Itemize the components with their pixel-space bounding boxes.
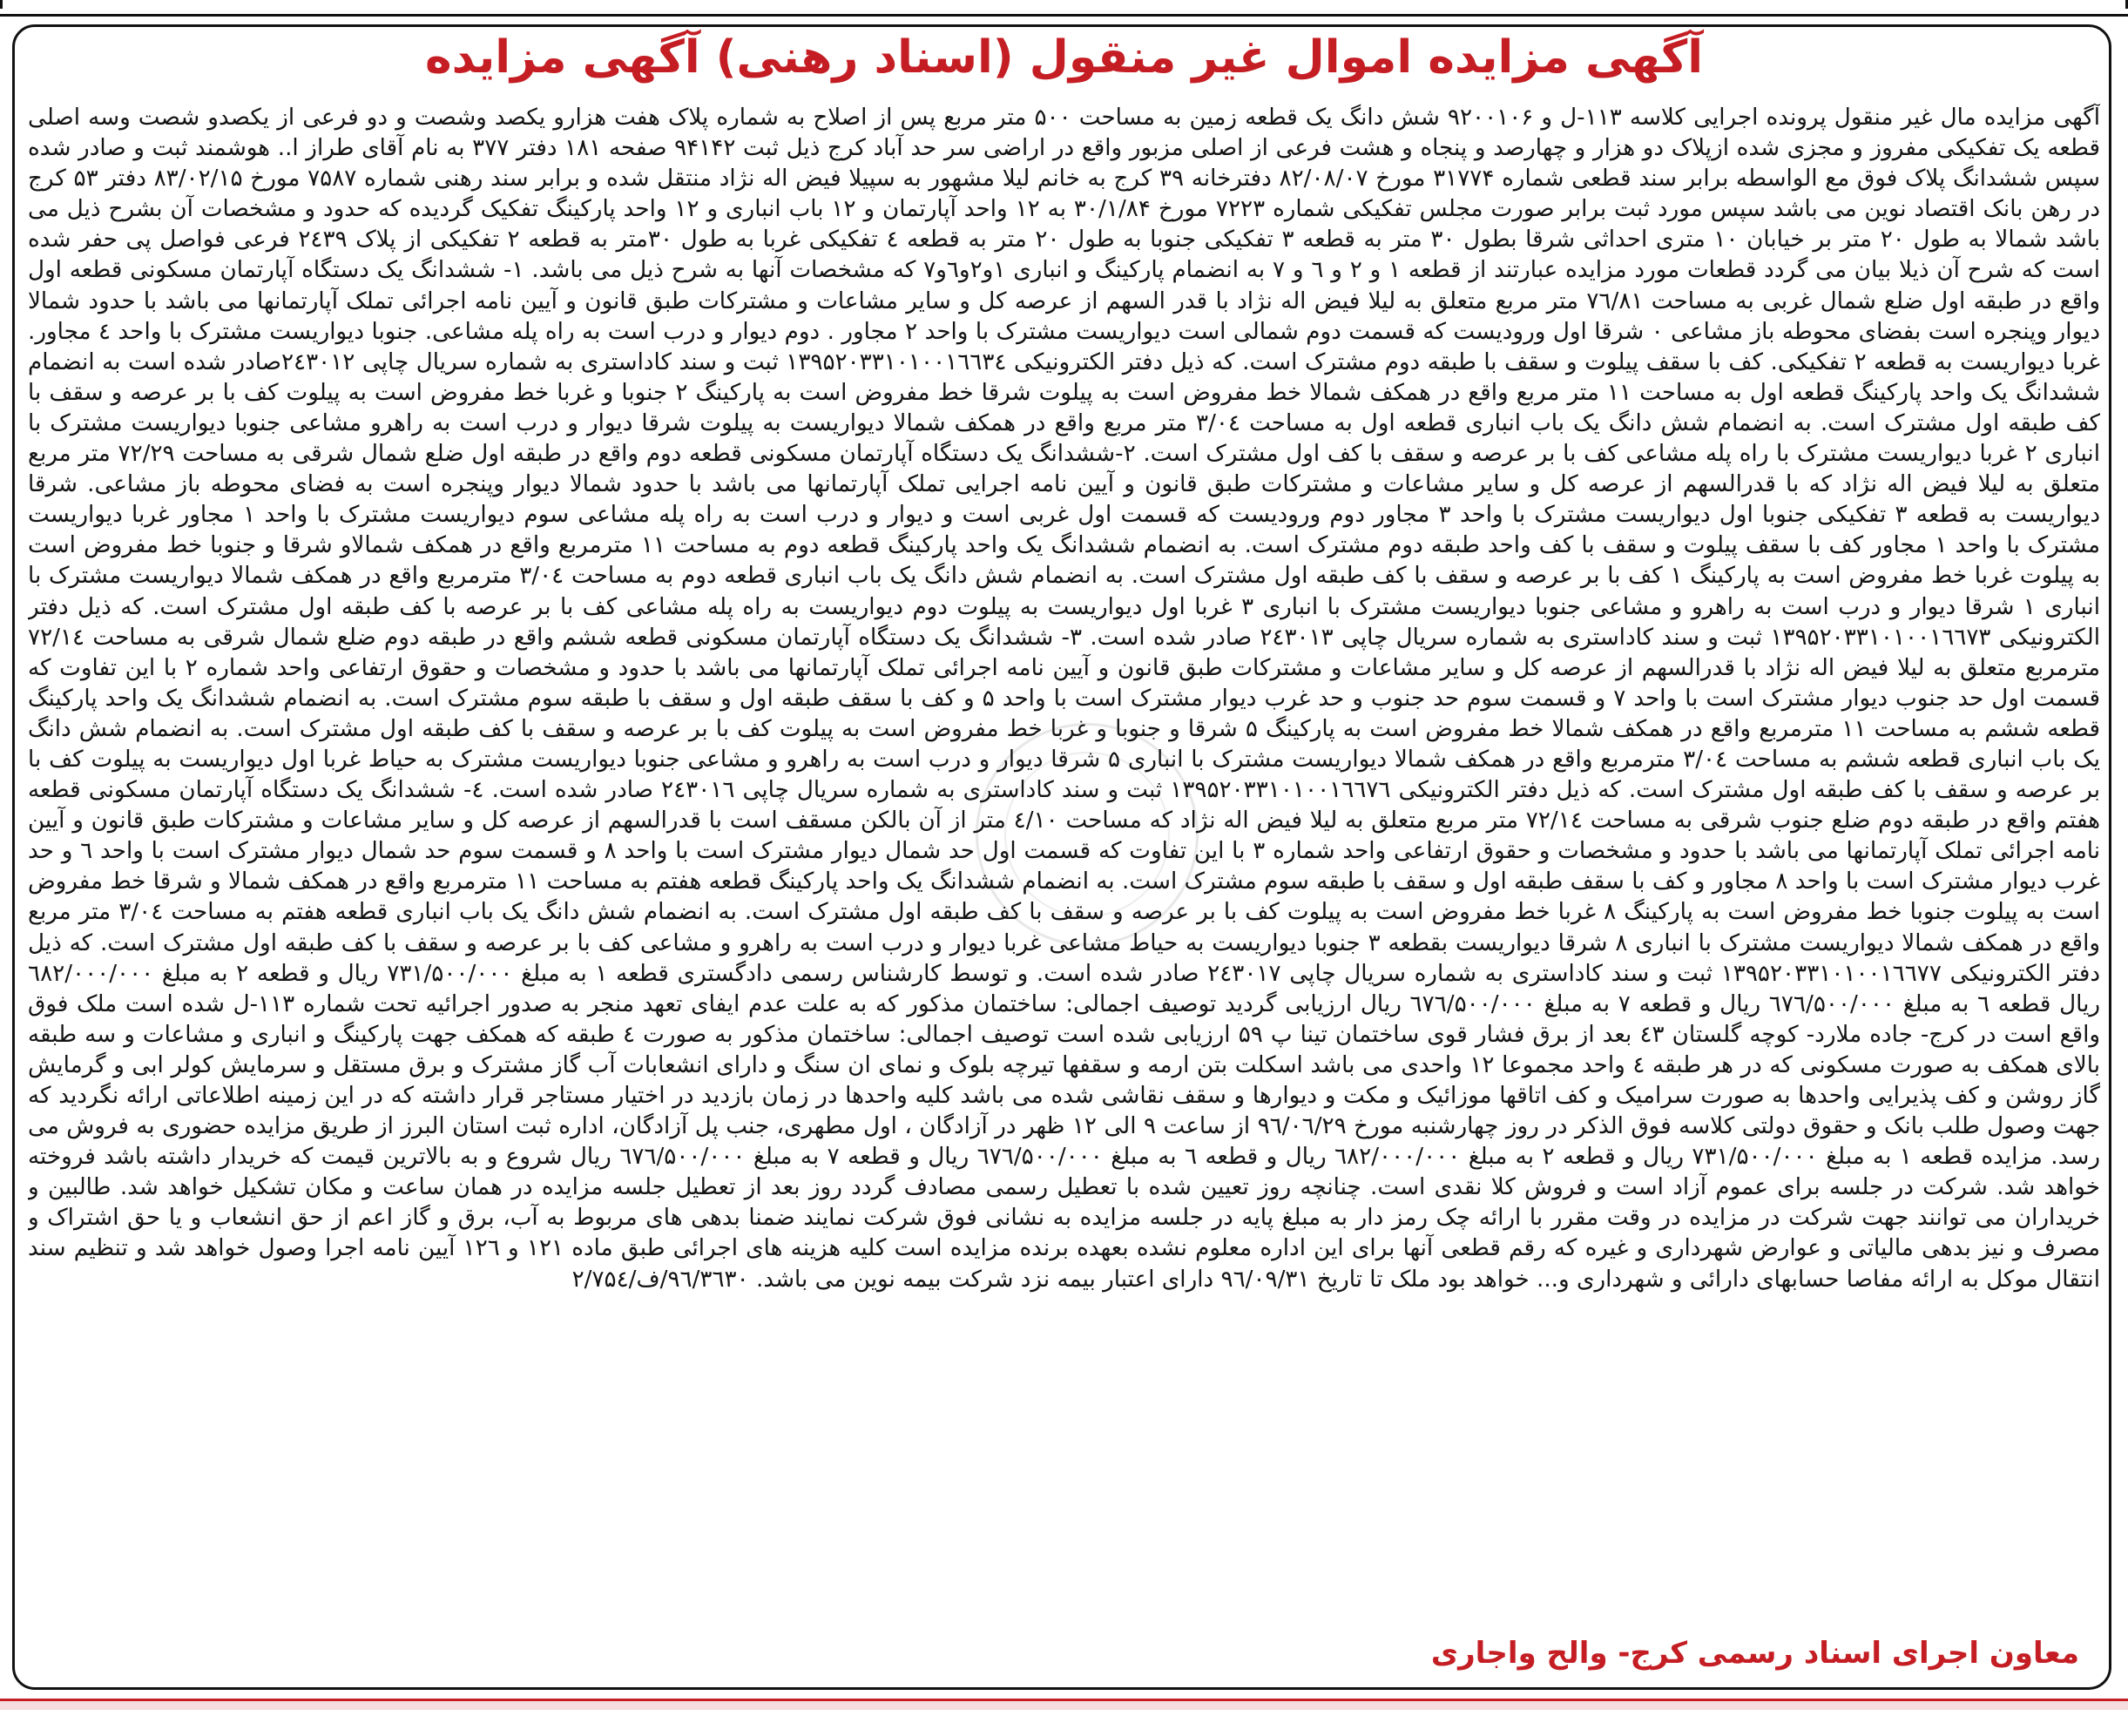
ad-signature: معاون اجرای اسناد رسمی کرج- والح واجاری <box>1430 1636 2079 1671</box>
ad-body: آگهی مزایده مال غیر منقول پرونده اجرایی کلاسه ۱۱۳-ل و ۹۲۰۰۱۰۶ شش دانگ یک قطعه زمین به مساحت ۵۰۰ متر مربع پس از اصلاح به شماره پلاک هفت هزارو یکصد وشصت و دو فرعی از یکصدو شصت وسه اصلی قطعه یک تفکیکی مفروز و مجزی شده ازپلاک دو هزار و چهارصد و پنجاه و هشت فرعی از اصلی مزبور واقع در اراضی سر حد آباد کرج ذیل ثبت ۹۴۱۴۲ صفحه ۱۸۱ دفتر ۳۷۷ به نام آقای طراز ا.. هوشمند ثبت و صادر شده سپس ششدانگ پلاک فوق مع الواسطه برابر سند قطعی شماره ۳۱۷۷۴ مورخ ۸۲/۰۸/۰۷ دفترخانه ۳۹ کرج به خانم لیلا مشهور به سپیلا فیض اله نژاد منتقل شده و برابر سند رهنی شماره ۷۵۸۷ مورخ ۸۳/۰۲/۱۵ دفتر ۵۳ کرج در رهن بانک اقتصاد نوین می باشد سپس مورد ثبت برابر صورت مجلس تفکیکی شماره ۷۲۲۳ مورخ ۳۰/۱/۸۴ به ۱۲ واحد آپارتمان و ۱۲ باب انباری و ۱۲ واحد پارکینگ تفکیک گردیده که حدود و مشخصات آن بشرح ذیل می باشد شمالا به طول ۲۰ متر بر خیابان ۱۰ متری احداثی شرقا بطول ۳۰ متر به قطعه ۳ تفکیکی جنوبا به طول ۲۰ متر به قطعه ٤ تفکیکی غربا به طول ۳۰متر به قطعه ۲ تفکیکی از پلاک ۲٤۳۹ فرعی فواصل پی حفر شده است که شرح آن ذیلا بیان می گردد قطعات مورد مزایده عبارتند از قطعه ۱ و ۲ و ٦ و ۷ به انضمام پارکینگ و انباری ۱و۲و٦و۷ که مشخصات آنها به شرح ذیل می باشد. ۱- ششدانگ یک دستگاه آپارتمان مسکونی قطعه اول واقع در طبقه اول ضلع شمال غربی به مساحت ۷٦/۸۱ متر مربع متعلق به لیلا فیض اله نژاد با قدر السهم از عرصه کل و سایر مشاعات و مشترکات طبق قانون و آیین نامه اجرائی تملک آپارتمانها می باشد با حدود شمالا دیوار وپنجره است بفضای محوطه باز مشاعی ۰ شرقا اول ورودیست که قسمت دوم شمالی است دیواریست مشترک با واحد ۲ مجاور . دوم دیوار و درب است به راه پله مشاعی. جنوبا دیواریست مشترک با واحد ٤ مجاور. غربا دیواریست به قطعه ۲ تفکیکی. کف با سقف پیلوت و سقف با طبقه دوم مشترک است. که ذیل دفتر الکترونیکی ۱۳۹۵۲۰۳۳۱۰۱۰۰۱٦٦۳٤ ثبت و سند کاداستری به شماره سریال چاپی ۲٤۳۰۱۲صادر شده است به انضمام ششدانگ یک واحد پارکینگ قطعه اول به مساحت ۱۱ متر مربع واقع در همکف شمالا خط مفروض است به پیلوت شرقا خط مفروض است به پارکینگ ۲ جنوبا و غربا خط مفروض است به پیلوت کف با بر عرصه و سقف با کف طبقه اول مشترک است. به انضمام شش دانگ یک باب انباری قطعه اول به مساحت ۳/۰٤ متر مربع واقع در همکف شمالا دیواریست به پیلوت شرقا دیوار و درب است به راهرو مشاعی جنوبا دیواریست مشترک با انباری ۲ غربا دیواریست مشترک با راه پله مشاعی کف با بر عرصه و سقف با کف اول مشترک است. ۲-ششدانگ یک دستگاه آپارتمان مسکونی قطعه دوم واقع در طبقه اول ضلع شمال شرقی به مساحت ۷۲/۲۹ متر مربع متعلق به لیلا فیض اله نژاد که با قدرالسهم از عرصه کل و سایر مشاعات و مشترکات طبق قانون و آیین نامه اجرایی تملک آپارتمانها می باشد با حدود شمالا دیوار وپنجره است به فضای محوطه باز مشاعی. شرقا دیواریست به قطعه ۳ تفکیکی جنوبا اول دیواریست مشترک با واحد ۳ مجاور دوم ورودیست که قسمت اول غربی است و دیوار و درب است به راه پله مشاعی سوم دیواریست مشترک با واحد ۱ مجاور غربا دیواریست مشترک با واحد ۱ مجاور کف با سقف پیلوت و سقف با کف واحد طبقه دوم مشترک است. به انضمام ششدانگ یک واحد پارکینگ قطعه دوم به مساحت ۱۱ مترمربع واقع در همکف شمالاو شرقا و جنوبا خط مفروض است به پیلوت غربا خط مفروض است به پارکینگ ۱ کف با بر عرصه و سقف با کف طبقه اول مشترک است. به انضمام شش دانگ یک باب انباری قطعه دوم به مساحت ۳/۰٤ مترمربع واقع در همکف شمالا دیواریست مشترک با انباری ۱ شرقا دیوار و درب است به راهرو و مشاعی جنوبا دیواریست مشترک با انباری ۳ غربا اول دیواریست به پیلوت دوم دیواریست به راه پله مشاعی کف با بر عرصه با کف طبقه اول مشترک است. که ذیل دفتر الکترونیکی ۱۳۹۵۲۰۳۳۱۰۱۰۰۱٦٦۷۳ ثبت و سند کاداستری به شماره سریال چاپی ۲٤۳۰۱۳ صادر شده است. ۳- ششدانگ یک دستگاه آپارتمان مسکونی قطعه ششم واقع در طبقه دوم ضلع شمال شرقی به مساحت ۷۲/۱٤ مترمربع متعلق به لیلا فیض اله نژاد با قدرالسهم از عرصه کل و سایر مشاعات و مشترکات طبق قانون و آیین نامه اجرائی تملک آپارتمانها می باشد با حدود و مشخصات و حقوق ارتفاعی واحد شماره ۲ با این تفاوت که قسمت اول حد جنوب دیوار مشترک است با واحد ۷ و قسمت سوم حد جنوب و حد غرب دیوار مشترک است با واحد ۵ و کف با سقف طبقه اول و سقف با طبقه سوم مشترک است. به انضمام ششدانگ یک واحد پارکینگ قطعه ششم به مساحت ۱۱ مترمربع واقع در همکف شمالا خط مفروض است به پارکینگ ۵ شرقا و جنوبا و غربا خط مفروض است به پیلوت کف با بر عرصه و سقف با کف طبقه اول مشترک است. به انضمام شش دانگ یک باب انباری قطعه ششم به مساحت ۳/۰٤ مترمربع واقع در همکف شمالا دیواریست مشترک با انباری ۵ شرقا دیوار و درب است به راهرو و مشاعی جنوبا دیواریست مشترک به حیاط غربا اول دیواریست به پیلوت کف با بر عرصه و سقف با کف طبقه اول مشترک است. که ذیل دفتر الکترونیکی ۱۳۹۵۲۰۳۳۱۰۱۰۰۱٦٦۷٦ ثبت و سند کاداستری به شماره سریال چاپی ۲٤۳۰۱٦ صادر شده است. ٤- ششدانگ یک دستگاه آپارتمان مسکونی قطعه هفتم واقع در طبقه دوم ضلع جنوب شرقی به مساحت ۷۲/۱٤ متر مربع متعلق به لیلا فیض اله نژاد که مساحت ٤/۱۰ متر از آن بالکن مسقف است با قدرالسهم از عرصه کل و سایر مشاعات و مشترکات طبق قانون و آیین نامه اجرائی تملک آپارتمانها می باشد با حدود و مشخصات و حقوق ارتفاعی واحد شماره ۳ با این تفاوت که قسمت اول حد شمال دیوار مشترک است با واحد ۸ و قسمت سوم حد شمال دیوار مشترک است با واحد ٦ و حد غرب دیوار مشترک است با واحد ۸ مجاور و کف با سقف طبقه اول و سقف با طبقه سوم مشترک است. به انضمام ششدانگ یک واحد پارکینگ قطعه هفتم به مساحت ۱۱ مترمربع واقع در همکف شمالا و شرقا خط مفروض است به پیلوت جنوبا خط مفروض است به پارکینگ ۸ غربا خط مفروض است به پیلوت کف با بر عرصه و سقف با کف طبقه اول مشترک است. به انضمام شش دانگ یک باب انباری قطعه هفتم به مساحت ۳/۰٤ متر مربع واقع در همکف شمالا دیواریست مشترک با انباری ۸ شرقا دیواریست بقطعه ۳ جنوبا دیواریست به حیاط مشاعی غربا دیوار و درب است به راهرو و مشاعی کف با بر عرصه و سقف با کف طبقه اول مشترک است. که ذیل دفتر الکترونیکی ۱۳۹۵۲۰۳۳۱۰۱۰۰۱٦٦۷۷ ثبت و سند کاداستری به شماره سریال چاپی ۲٤۳۰۱۷ صادر شده است. و توسط کارشناس رسمی دادگستری قطعه ۱ به مبلغ ۷۳۱/۵۰۰/۰۰۰ ریال و قطعه ۲ به مبلغ ٦۸۲/۰۰۰/۰۰۰ ریال قطعه ٦ به مبلغ ٦۷٦/۵۰۰/۰۰۰ ریال و قطعه ۷ به مبلغ ٦۷٦/۵۰۰/۰۰۰ ریال ارزیابی گردید توصیف اجمالی: ساختمان مذکور که به علت عدم ایفای تعهد منجر به صدور اجرائیه تحت شماره ۱۱۳-ل شده است ملک فوق واقع است در کرج- جاده ملارد- کوچه گلستان ٤۳ بعد از برق فشار قوی ساختمان تینا پ ۵۹ ارزیابی شده است توصیف اجمالی: ساختمان مذکور به صورت ٤ طبقه که همکف جهت پارکینگ و انباری و مشاعات و سه طبقه بالای همکف به صورت مسکونی که در هر طبقه ٤ واحد مجموعا ۱۲ واحدی می باشد اسکلت بتن ارمه و سقفها تیرچه بلوک و نمای ان سنگ و دارای انشعابات آب گاز مشترک و برق مستقل و سرمایش کولر ابی و گرمایش گاز روشن و کف پذیرایی واحدها به صورت سرامیک و کف اتاقها موزائیک و مکت و دیوارها و سقف نقاشی شده می باشد کلیه واحدها در زمان بازدید در اختیار مستاجر قرار داشته که در این زمینه اطلاعاتی ارائه نگردید که جهت وصول طلب بانک و حقوق دولتی کلاسه فوق الذکر در روز چهارشنبه مورخ ۹٦/۰٦/۲۹ از ساعت ۹ الی ۱۲ ظهر در آزادگان ، اول مطهری، جنب پل آزادگان، اداره ثبت استان البرز از طریق مزایده حضوری به فروش می رسد. مزایده قطعه ۱ به مبلغ ۷۳۱/۵۰۰/۰۰۰ ریال و قطعه ۲ به مبلغ ٦۸۲/۰۰۰/۰۰۰ ریال و قطعه ٦ به مبلغ ٦۷٦/۵۰۰/۰۰۰ ریال و قطعه ۷ به مبلغ ٦۷٦/۵۰۰/۰۰۰ ریال شروع و به بالاترین قیمت که خریدار داشته باشد فروخته خواهد شد. شرکت در جلسه برای عموم آزاد است و فروش کلا نقدی است. چنانچه روز تعیین شده با تعطیل رسمی مصادف گردد روز بعد از تعطیل جلسه مزایده در همان ساعت و مکان تشکیل خواهد شد. طالبین و خریداران می توانند جهت شرکت در مزایده در وقت مقرر با ارائه چک رمز دار به مبلغ پایه در جلسه مزایده به نشانی فوق شرکت نمایند ضمنا بدهی های مربوط به آب، برق و گاز اعم از حق انشعاب و یا حق اشتراک و مصرف و نیز بدهی مالیاتی و عوارض شهرداری و غیره که رقم قطعی آنها برای این اداره معلوم نشده بعهده برنده مزایده است کلیه هزینه های اجرائی طبق ماده ۱۲۱ و ۱۲٦ آیین نامه اجرا وصول خواهد شد و تنظیم سند انتقال موکل به ارائه مفاصا حسابهای دارائی و شهرداری و... خواهد بود ملک تا تاریخ ۹٦/۰۹/۳۱ دارای اعتبار بیمه نزد شرکت بیمه نوین می باشد. ۹٦/۳٦۳۰/ف/۲/۷۵٤ <box>28 105 2100 1293</box>
top-border-inner <box>0 0 2128 9</box>
top-border-strip <box>0 0 2128 17</box>
bottom-border-band <box>0 1701 2128 1710</box>
bottom-border-strip <box>0 1699 2128 1736</box>
ad-title: آگهی مزایده اموال غیر منقول (اسناد رهنی) آگهی مزایده <box>424 31 1704 84</box>
